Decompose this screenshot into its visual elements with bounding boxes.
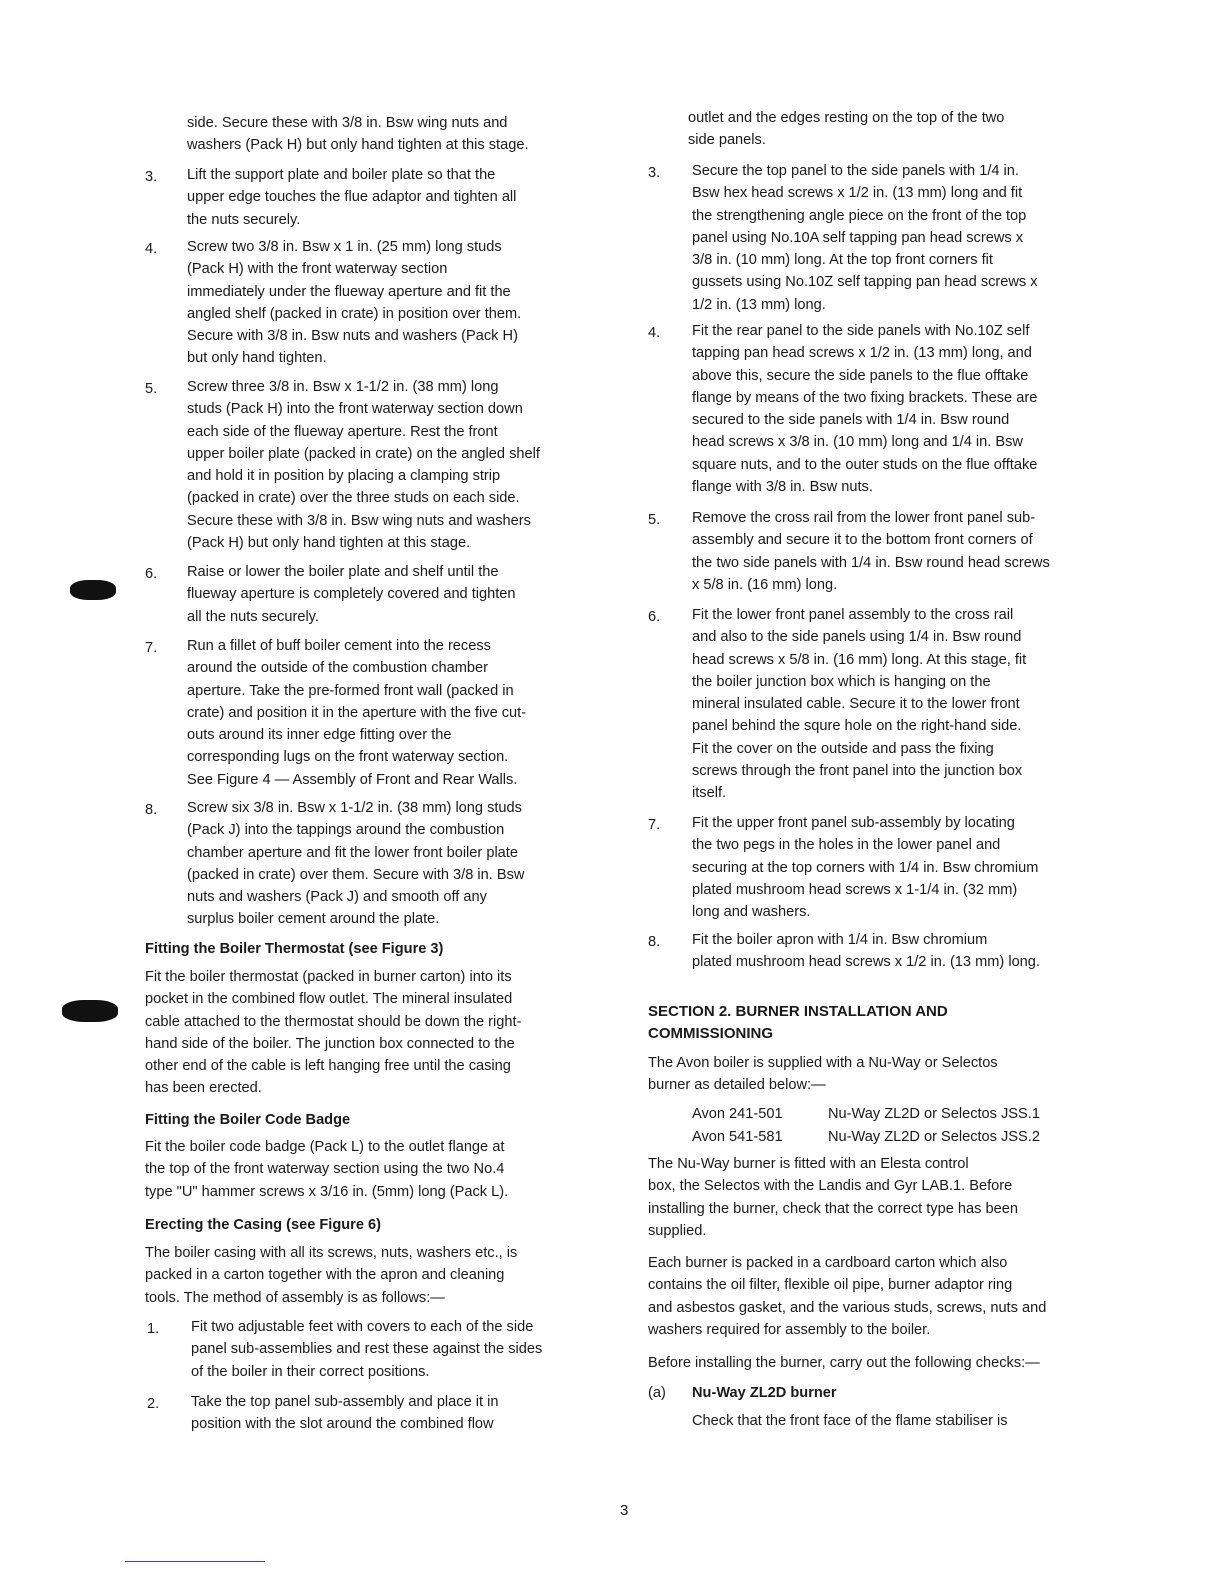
- item-text: Fit the upper front panel sub-assembly by locating the two pegs in the holes in the lower panel and securing at the top corners with 1/4 in. Bsw chromium plated mushroom head screws x 1-1/4 in. (32 mm) long and washers.: [692, 815, 1039, 921]
- item-number: 7.: [648, 817, 661, 833]
- paragraph: Check that the front face of the flame stabiliser is: [692, 1413, 1008, 1429]
- item-number: 8.: [648, 934, 661, 950]
- item-text: Take the top panel sub-assembly and place it in position with the slot around the combined flow: [191, 1394, 499, 1433]
- table-cell-model: Avon 241-501: [692, 1106, 783, 1122]
- page-number: 3: [620, 1502, 629, 1519]
- item-number: 6.: [145, 566, 158, 582]
- item-text: Fit two adjustable feet with covers to each of the side panel sub-assemblies and rest these against the sides of the boiler in their correct positions.: [191, 1319, 543, 1380]
- item-number: 8.: [145, 802, 158, 818]
- paragraph: The boiler casing with all its screws, nuts, washers etc., is packed in a carton together with the apron and cleaning tools. The method of assembly is as follows:—: [145, 1245, 518, 1306]
- item-text: Fit the lower front panel assembly to the cross rail and also to the side panels using 1/4 in. Bsw round head screws x 5/8 in. (16 mm) long. At this stage, fit the boiler junction box which is hanging on the mineral insulated cable. Secure it to the lower front panel behind the squre hole on the right-hand side. Fit the cover on the outside and pass the fixing screws through the front panel into the junction box itself.: [692, 607, 1027, 802]
- item-number: 1.: [147, 1321, 160, 1337]
- item-text: Screw six 3/8 in. Bsw x 1-1/2 in. (38 mm) long studs (Pack J) into the tappings around the combustion chamber aperture and fit the lower front boiler plate (packed in crate) over them. Secure with 3/8 in. Bsw nuts and washers (Pack J) and smooth off any surplus boiler cement around the plate.: [187, 800, 525, 928]
- footer-rule: [125, 1561, 265, 1562]
- item-text: Lift the support plate and boiler plate so that the upper edge touches the flue adaptor and tighten all the nuts securely.: [187, 167, 517, 228]
- item-text: Fit the boiler apron with 1/4 in. Bsw chromium plated mushroom head screws x 1/2 in. (13 mm) long.: [692, 932, 1040, 971]
- paragraph: outlet and the edges resting on the top of the two side panels.: [688, 110, 1005, 149]
- section-heading: SECTION 2. BURNER INSTALLATION AND COMMISSIONING: [648, 1003, 948, 1043]
- sub-item-label: (a): [648, 1385, 666, 1401]
- paragraph: Before installing the burner, carry out the following checks:—: [648, 1355, 1040, 1371]
- table-cell-burner: Nu-Way ZL2D or Selectos JSS.1: [828, 1106, 1040, 1122]
- item-text: Remove the cross rail from the lower front panel sub- assembly and secure it to the bottom front corners of the two side panels with 1/4 in. Bsw round head screws x 5/8 in. (16 mm) long.: [692, 510, 1050, 593]
- item-text: Raise or lower the boiler plate and shelf until the flueway aperture is completely covered and tighten all the nuts securely.: [187, 564, 516, 625]
- paragraph: Fit the boiler code badge (Pack L) to the outlet flange at the top of the front waterway section using the two No.4 type "U" hammer screws x 3/16 in. (5mm) long (Pack L).: [145, 1139, 509, 1200]
- paragraph: The Nu-Way burner is fitted with an Elesta control box, the Selectos with the Landis and Gyr LAB.1. Before installing the burner, check that the correct type has been supplied.: [648, 1156, 1018, 1239]
- paragraph: Fit the boiler thermostat (packed in burner carton) into its pocket in the combined flow outlet. The mineral insulated cable attached to the thermostat should be down the right- hand side of the boiler. The junction box connected to the other end of the cable is left hanging free until the casing has been erected.: [145, 969, 522, 1097]
- paragraph: side. Secure these with 3/8 in. Bsw wing nuts and washers (Pack H) but only hand tighten at this stage.: [187, 115, 529, 154]
- punch-hole-mark: [62, 1000, 118, 1022]
- item-text: Secure the top panel to the side panels with 1/4 in. Bsw hex head screws x 1/2 in. (13 mm) long and fit the strengthening angle piece on the front of the top panel using No.10A self tapping pan head screws x 3/8 in. (10 mm) long. At the top front corners fit gussets using No.10Z self tapping pan head screws x 1/2 in. (13 mm) long.: [692, 163, 1038, 313]
- item-number: 5.: [145, 381, 158, 397]
- table-cell-model: Avon 541-581: [692, 1129, 783, 1145]
- item-number: 3.: [648, 165, 661, 181]
- section-heading: Fitting the Boiler Code Badge: [145, 1112, 351, 1128]
- item-number: 6.: [648, 609, 661, 625]
- item-number: 4.: [145, 241, 158, 257]
- item-number: 5.: [648, 512, 661, 528]
- item-text: Fit the rear panel to the side panels with No.10Z self tapping pan head screws x 1/2 in. (13 mm) long, and above this, secure the side panels to the flue offtake flange by means of the two fixing brackets. These are secured to the side panels with 1/4 in. Bsw round head screws x 3/8 in. (10 mm) long and 1/4 in. Bsw square nuts, and to the outer studs on the flue offtake flange with 3/8 in. Bsw nuts.: [692, 323, 1038, 496]
- item-text: Screw two 3/8 in. Bsw x 1 in. (25 mm) long studs (Pack H) with the front waterway section immediately under the flueway aperture and fit the angled shelf (packed in crate) in position over them. Secure with 3/8 in. Bsw nuts and washers (Pack H) but only hand tighten.: [187, 239, 522, 367]
- item-number: 2.: [147, 1396, 160, 1412]
- sub-heading: Nu-Way ZL2D burner: [692, 1385, 837, 1401]
- item-text: Screw three 3/8 in. Bsw x 1-1/2 in. (38 mm) long studs (Pack H) into the front waterway section down each side of the flueway aperture. Rest the front upper boiler plate (packed in crate) on the angled shelf and hold it in position by placing a clamping strip (packed in crate) over the three studs on each side. Secure these with 3/8 in. Bsw wing nuts and washers (Pack H) but only hand tighten at this stage.: [187, 379, 540, 552]
- table-cell-burner: Nu-Way ZL2D or Selectos JSS.2: [828, 1129, 1040, 1145]
- paragraph: Each burner is packed in a cardboard carton which also contains the oil filter, flexible oil pipe, burner adaptor ring and asbestos gasket, and the various studs, screws, nuts and washers required for assembly to the boiler.: [648, 1255, 1047, 1338]
- item-number: 3.: [145, 169, 158, 185]
- paragraph: The Avon boiler is supplied with a Nu-Way or Selectos burner as detailed below:—: [648, 1055, 998, 1094]
- item-number: 7.: [145, 640, 158, 656]
- section-heading: Fitting the Boiler Thermostat (see Figure 3): [145, 941, 444, 957]
- item-number: 4.: [648, 325, 661, 341]
- item-text: Run a fillet of buff boiler cement into the recess around the outside of the combustion chamber aperture. Take the pre-formed front wall (packed in crate) and position it in the aperture with the five cut- outs around its inner edge fitting over the corresponding lugs on the front waterway section. See Figure 4 — Assembly of Front and Rear Walls.: [187, 638, 527, 788]
- section-heading: Erecting the Casing (see Figure 6): [145, 1217, 381, 1233]
- punch-hole-mark: [70, 580, 116, 600]
